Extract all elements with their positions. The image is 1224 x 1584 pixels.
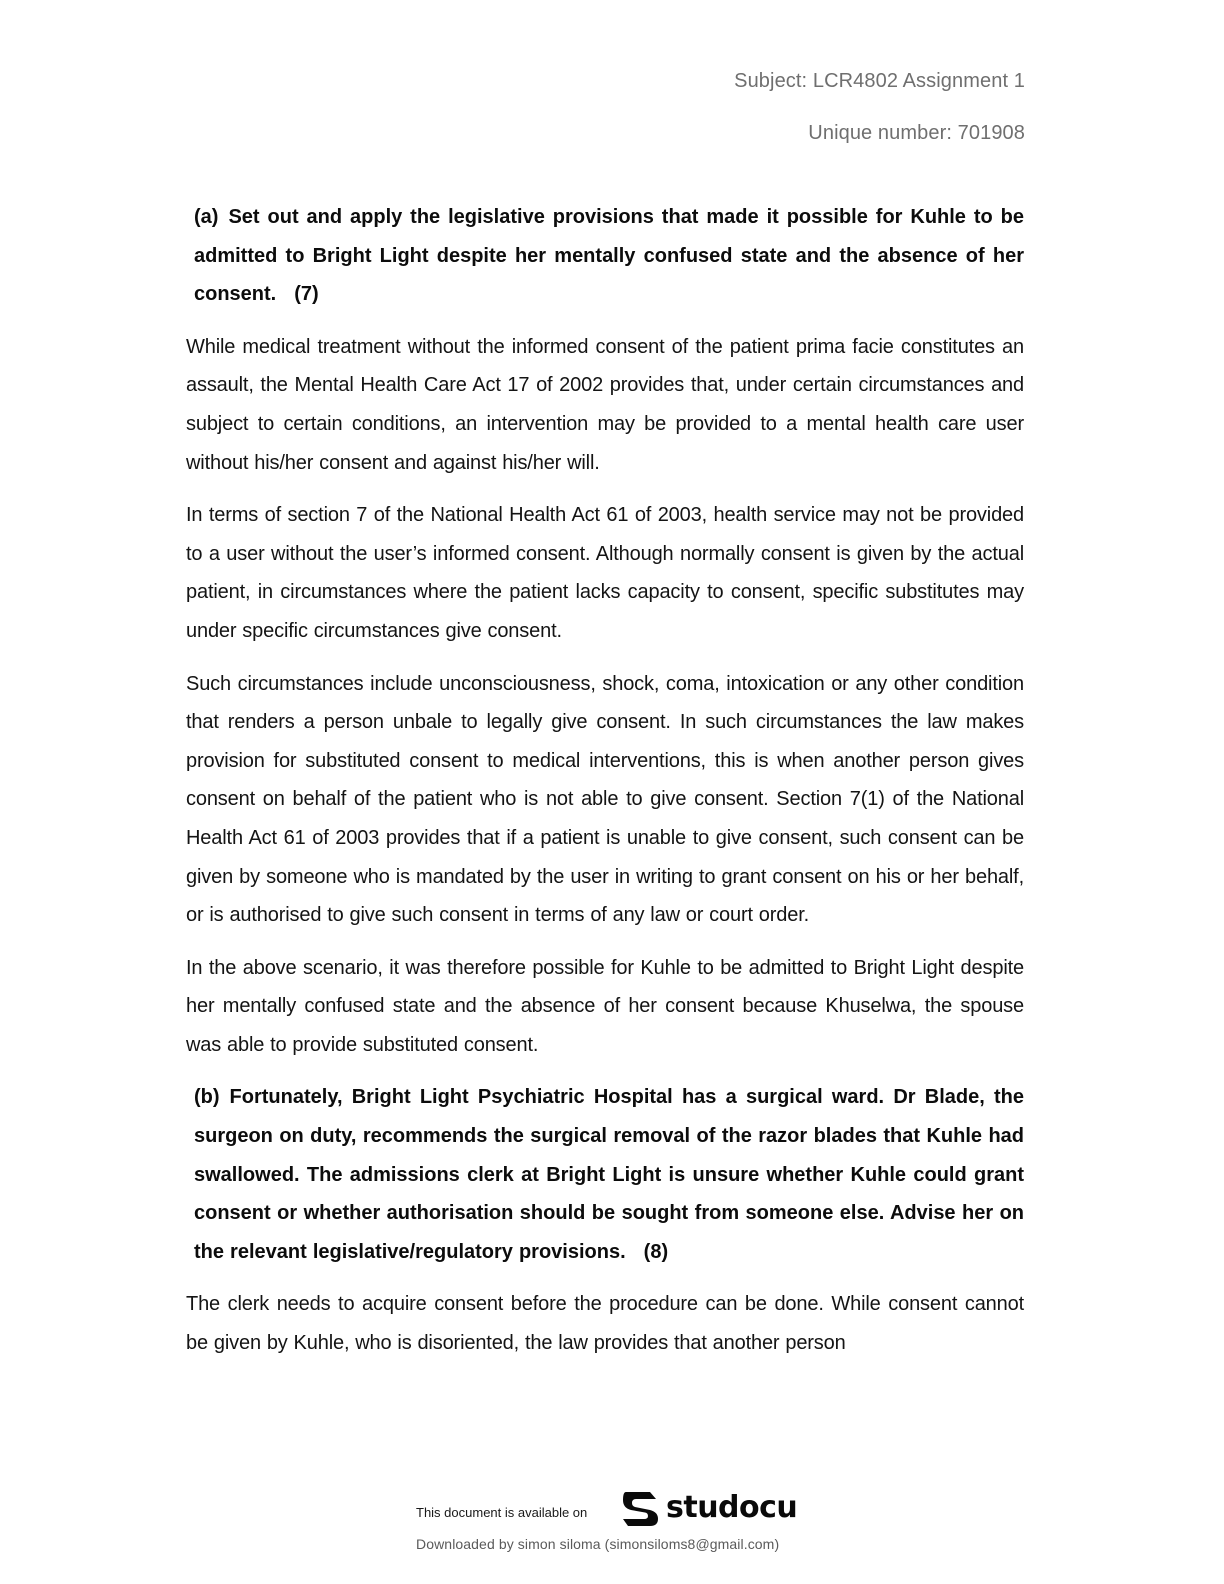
studocu-logo[interactable] — [620, 1488, 797, 1528]
question-a-text: Set out and apply the legislative provisions that made it possible for Kuhle to be admitted to Bright Light despite her mentally confused state and the absence of her consent. — [194, 206, 1024, 306]
studocu-logo-icon — [620, 1488, 660, 1528]
document-body — [186, 198, 1024, 1377]
question-a-marks: (7) — [294, 283, 319, 306]
answer-a-paragraph-3: Such circumstances include unconsciousness, shock, coma, intoxication or any other condition that renders a person unbale to legally give consent. In such circumstances the law makes provision for substituted consent to medical interventions, this is when another person gives consent on behalf of the patient who is not able to give consent. Section 7(1) of the National Health Act 61 of 2003 provides that if a patient is unable to give consent, such consent can be given by someone who is mandated by the user in writing to grant consent on his or her behalf, or is authorised to give such consent in terms of any law or court order. — [186, 672, 1024, 927]
answer-b-paragraph-1: The clerk needs to acquire consent before the procedure can be done. While consent cannot be given by Kuhle, who is disoriented, the law provides that another person — [186, 1293, 1024, 1355]
question-a-label: (a) — [194, 206, 219, 228]
subject-header: Subject: LCR4802 Assignment 1 — [734, 70, 1025, 92]
question-b-marks: (8) — [643, 1240, 669, 1263]
unique-number-header: Unique number: 701908 — [808, 122, 1025, 144]
question-b-text: Fortunately, Bright Light Psychiatric Hospital has a surgical ward. Dr Blade, the surgeon on duty, recommends the surgical removal of the razor blades that Kuhle had swallowed. The admissions clerk at Bright Light is unsure whether Kuhle could grant consent or whether authorisation should be sought from someone else. Advise her on the relevant legislative/regulatory provisions. — [194, 1086, 1024, 1263]
question-b-label: (b) — [194, 1086, 220, 1109]
downloaded-by-text: Downloaded by simon siloma (simonsiloms8@gmail.com) — [416, 1536, 780, 1552]
question-b — [186, 1078, 1024, 1271]
question-a — [186, 198, 1024, 314]
footer — [0, 1486, 1224, 1584]
answer-a-paragraph-2: In terms of section 7 of the National Health Act 61 of 2003, health service may not be provided to a user without the user’s informed consent. Although normally consent is given by the actual patient, in circumstances where the patient lacks capacity to consent, specific substitutes may under specific circumstances give consent. — [186, 504, 1024, 642]
answer-a-paragraph-1: While medical treatment without the informed consent of the patient prima facie constitutes an assault, the Mental Health Care Act 17 of 2002 provides that, under certain circumstances and subject to certain conditions, an intervention may be provided to a mental health care user without his/her consent and against his/her will. — [186, 335, 1024, 474]
studocu-logo-text: studocu — [666, 1490, 798, 1525]
availability-text: This document is available on — [416, 1505, 588, 1520]
answer-a-paragraph-4: In the above scenario, it was therefore possible for Kuhle to be admitted to Bright Light despite her mentally confused state and the absence of her consent because Khuselwa, the spouse was able to provide substituted consent. — [186, 956, 1024, 1056]
